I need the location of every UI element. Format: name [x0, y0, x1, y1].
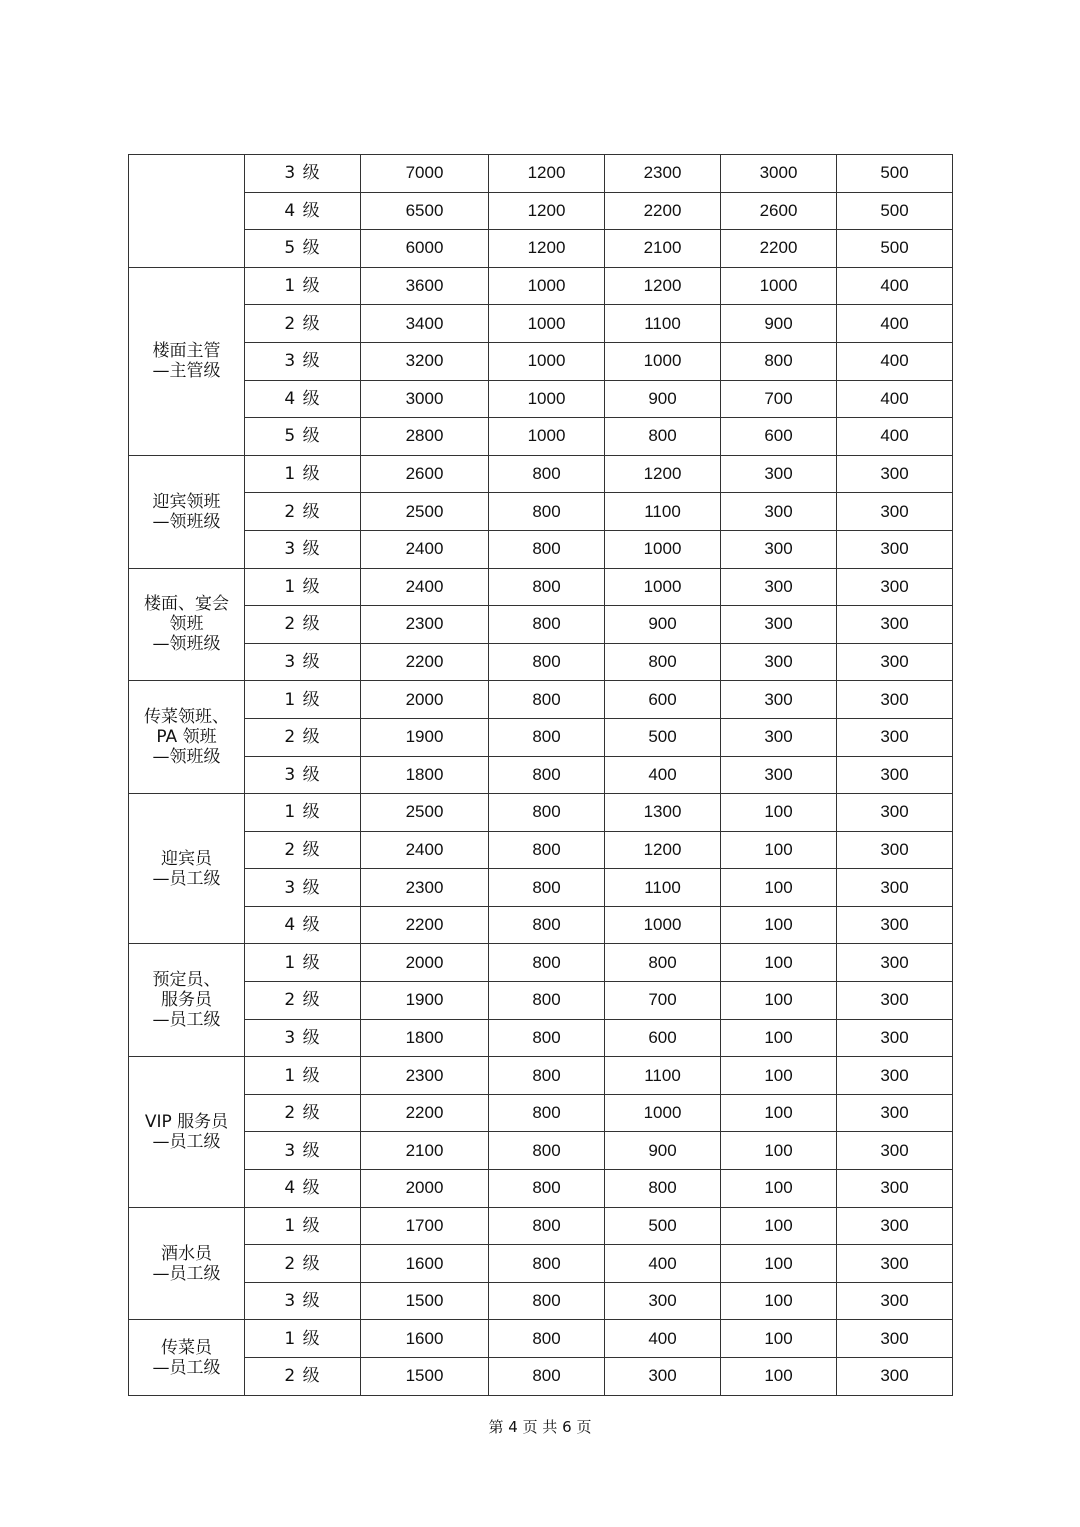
amount-cell: 2200	[361, 1094, 489, 1132]
amount-cell: 800	[605, 944, 721, 982]
table-row	[129, 342, 953, 380]
level-cell: 2 级	[245, 982, 361, 1020]
amount-cell: 300	[837, 1170, 953, 1208]
amount-cell: 800	[489, 906, 605, 944]
level-cell: 5 级	[245, 418, 361, 456]
amount-cell: 800	[489, 606, 605, 644]
position-label-line: 传菜员	[161, 1337, 212, 1358]
table-row	[129, 493, 953, 531]
table-row	[129, 718, 953, 756]
amount-cell: 300	[837, 1282, 953, 1320]
position-label-line: —员工级	[152, 1357, 221, 1378]
table-row	[129, 1170, 953, 1208]
table-row	[129, 1320, 953, 1358]
amount-cell: 2200	[361, 906, 489, 944]
position-label-line: 楼面主管	[152, 341, 221, 362]
amount-cell: 600	[721, 418, 837, 456]
level-cell: 2 级	[245, 1358, 361, 1396]
amount-cell: 2000	[361, 944, 489, 982]
amount-cell: 400	[837, 305, 953, 343]
amount-cell: 300	[837, 1245, 953, 1283]
table-row	[129, 1094, 953, 1132]
amount-cell: 900	[605, 606, 721, 644]
amount-cell: 3400	[361, 305, 489, 343]
amount-cell: 300	[837, 982, 953, 1020]
level-cell: 3 级	[245, 756, 361, 794]
position-cell	[129, 568, 245, 681]
amount-cell: 500	[837, 192, 953, 230]
table-row	[129, 756, 953, 794]
amount-cell: 400	[837, 267, 953, 305]
level-cell: 1 级	[245, 1320, 361, 1358]
amount-cell: 300	[837, 455, 953, 493]
position-label-line: —领班级	[152, 634, 221, 655]
amount-cell: 300	[837, 1019, 953, 1057]
amount-cell: 800	[489, 455, 605, 493]
table-row	[129, 530, 953, 568]
amount-cell: 1900	[361, 982, 489, 1020]
amount-cell: 300	[837, 1358, 953, 1396]
amount-cell: 300	[837, 831, 953, 869]
amount-cell: 800	[489, 1170, 605, 1208]
level-cell: 4 级	[245, 380, 361, 418]
amount-cell: 900	[605, 1132, 721, 1170]
amount-cell: 800	[489, 869, 605, 907]
amount-cell: 6500	[361, 192, 489, 230]
level-cell: 1 级	[245, 1207, 361, 1245]
table-row	[129, 831, 953, 869]
amount-cell: 2100	[605, 230, 721, 268]
amount-cell: 400	[837, 418, 953, 456]
table-row	[129, 906, 953, 944]
amount-cell: 300	[837, 1132, 953, 1170]
amount-cell: 800	[489, 831, 605, 869]
level-cell: 1 级	[245, 455, 361, 493]
amount-cell: 100	[721, 1057, 837, 1095]
amount-cell: 1000	[605, 342, 721, 380]
amount-cell: 1100	[605, 493, 721, 531]
position-label-line: 传菜领班、	[144, 707, 229, 728]
table-row	[129, 455, 953, 493]
amount-cell: 2000	[361, 1170, 489, 1208]
amount-cell: 2800	[361, 418, 489, 456]
table-row	[129, 1282, 953, 1320]
amount-cell: 100	[721, 1282, 837, 1320]
table-row	[129, 643, 953, 681]
amount-cell: 3200	[361, 342, 489, 380]
amount-cell: 2300	[361, 606, 489, 644]
amount-cell: 100	[721, 831, 837, 869]
amount-cell: 100	[721, 906, 837, 944]
amount-cell: 100	[721, 1245, 837, 1283]
amount-cell: 1200	[605, 831, 721, 869]
amount-cell: 1000	[489, 418, 605, 456]
amount-cell: 100	[721, 1132, 837, 1170]
amount-cell: 300	[837, 1094, 953, 1132]
amount-cell: 3600	[361, 267, 489, 305]
amount-cell: 1000	[605, 1094, 721, 1132]
position-label-line: 预定员、	[152, 970, 221, 991]
salary-table	[128, 154, 953, 1396]
amount-cell: 3000	[361, 380, 489, 418]
amount-cell: 300	[837, 493, 953, 531]
level-cell: 3 级	[245, 1019, 361, 1057]
amount-cell: 2300	[361, 1057, 489, 1095]
level-cell: 1 级	[245, 944, 361, 982]
table-row	[129, 568, 953, 606]
amount-cell: 300	[721, 568, 837, 606]
amount-cell: 1200	[489, 155, 605, 193]
amount-cell: 100	[721, 1170, 837, 1208]
amount-cell: 1500	[361, 1358, 489, 1396]
position-label-line: 领班	[169, 614, 204, 635]
position-cell	[129, 1320, 245, 1395]
salary-table-body	[129, 155, 953, 1396]
level-cell: 3 级	[245, 530, 361, 568]
table-row	[129, 230, 953, 268]
amount-cell: 1200	[605, 267, 721, 305]
position-label-line: PA 领班	[156, 727, 217, 748]
position-label-line: —员工级	[152, 1010, 221, 1031]
amount-cell: 800	[489, 1358, 605, 1396]
amount-cell: 300	[837, 718, 953, 756]
amount-cell: 3000	[721, 155, 837, 193]
amount-cell: 800	[489, 493, 605, 531]
table-row	[129, 1245, 953, 1283]
amount-cell: 1000	[489, 380, 605, 418]
amount-cell: 500	[605, 1207, 721, 1245]
amount-cell: 6000	[361, 230, 489, 268]
amount-cell: 1600	[361, 1245, 489, 1283]
level-cell: 3 级	[245, 869, 361, 907]
level-cell: 1 级	[245, 267, 361, 305]
amount-cell: 800	[489, 756, 605, 794]
amount-cell: 1000	[489, 305, 605, 343]
amount-cell: 300	[721, 493, 837, 531]
position-label-line: VIP 服务员	[144, 1111, 229, 1132]
amount-cell: 800	[605, 418, 721, 456]
amount-cell: 300	[837, 1057, 953, 1095]
amount-cell: 800	[489, 794, 605, 832]
amount-cell: 800	[605, 643, 721, 681]
amount-cell: 100	[721, 869, 837, 907]
amount-cell: 2200	[605, 192, 721, 230]
position-label-line: 迎宾员	[161, 848, 212, 869]
amount-cell: 300	[837, 944, 953, 982]
amount-cell: 300	[721, 606, 837, 644]
amount-cell: 2000	[361, 681, 489, 719]
amount-cell: 300	[721, 756, 837, 794]
amount-cell: 800	[489, 568, 605, 606]
position-label-line: —领班级	[152, 511, 221, 532]
amount-cell: 2500	[361, 493, 489, 531]
amount-cell: 1200	[489, 230, 605, 268]
table-row	[129, 681, 953, 719]
amount-cell: 2400	[361, 568, 489, 606]
amount-cell: 2400	[361, 530, 489, 568]
amount-cell: 800	[489, 718, 605, 756]
amount-cell: 500	[837, 155, 953, 193]
level-cell: 1 级	[245, 794, 361, 832]
table-row	[129, 418, 953, 456]
amount-cell: 800	[721, 342, 837, 380]
position-label-line: —主管级	[152, 361, 221, 382]
amount-cell: 2500	[361, 794, 489, 832]
amount-cell: 300	[721, 643, 837, 681]
amount-cell: 300	[837, 681, 953, 719]
position-label-line: —员工级	[152, 1263, 221, 1284]
amount-cell: 800	[489, 1019, 605, 1057]
position-cell	[129, 1207, 245, 1320]
amount-cell: 300	[837, 869, 953, 907]
amount-cell: 100	[721, 944, 837, 982]
position-label-line: 酒水员	[161, 1243, 212, 1264]
position-label-line: 楼面、宴会	[144, 594, 229, 615]
position-cell	[129, 794, 245, 944]
amount-cell: 2600	[721, 192, 837, 230]
table-row	[129, 606, 953, 644]
amount-cell: 1100	[605, 869, 721, 907]
amount-cell: 1700	[361, 1207, 489, 1245]
amount-cell: 900	[721, 305, 837, 343]
amount-cell: 1800	[361, 756, 489, 794]
amount-cell: 100	[721, 1207, 837, 1245]
amount-cell: 400	[605, 1245, 721, 1283]
level-cell: 2 级	[245, 305, 361, 343]
amount-cell: 2300	[605, 155, 721, 193]
amount-cell: 300	[837, 1320, 953, 1358]
level-cell: 4 级	[245, 906, 361, 944]
amount-cell: 900	[605, 380, 721, 418]
position-cell	[129, 681, 245, 794]
amount-cell: 300	[721, 455, 837, 493]
amount-cell: 800	[489, 1057, 605, 1095]
amount-cell: 800	[489, 1320, 605, 1358]
level-cell: 2 级	[245, 718, 361, 756]
position-cell	[129, 1057, 245, 1207]
amount-cell: 2400	[361, 831, 489, 869]
salary-table-page	[128, 154, 952, 1396]
amount-cell: 800	[489, 1245, 605, 1283]
position-label-line: —员工级	[152, 1131, 221, 1152]
amount-cell: 100	[721, 982, 837, 1020]
amount-cell: 1000	[721, 267, 837, 305]
position-cell	[129, 155, 245, 268]
position-label-line: 服务员	[161, 990, 212, 1011]
amount-cell: 300	[837, 643, 953, 681]
amount-cell: 100	[721, 1019, 837, 1057]
amount-cell: 1600	[361, 1320, 489, 1358]
position-cell	[129, 944, 245, 1057]
amount-cell: 1000	[605, 530, 721, 568]
amount-cell: 300	[721, 681, 837, 719]
position-label-line: 迎宾领班	[152, 491, 221, 512]
amount-cell: 2300	[361, 869, 489, 907]
table-row	[129, 1207, 953, 1245]
table-row	[129, 982, 953, 1020]
amount-cell: 1800	[361, 1019, 489, 1057]
table-row	[129, 1057, 953, 1095]
amount-cell: 1300	[605, 794, 721, 832]
position-cell	[129, 267, 245, 455]
level-cell: 1 级	[245, 1057, 361, 1095]
amount-cell: 300	[837, 794, 953, 832]
level-cell: 3 级	[245, 155, 361, 193]
position-cell	[129, 455, 245, 568]
level-cell: 2 级	[245, 606, 361, 644]
amount-cell: 700	[605, 982, 721, 1020]
amount-cell: 2200	[361, 643, 489, 681]
amount-cell: 800	[489, 944, 605, 982]
table-row	[129, 1132, 953, 1170]
amount-cell: 100	[721, 1358, 837, 1396]
amount-cell: 2100	[361, 1132, 489, 1170]
amount-cell: 800	[489, 530, 605, 568]
amount-cell: 500	[605, 718, 721, 756]
amount-cell: 800	[489, 681, 605, 719]
amount-cell: 800	[605, 1170, 721, 1208]
amount-cell: 300	[605, 1282, 721, 1320]
amount-cell: 800	[489, 1282, 605, 1320]
amount-cell: 1200	[605, 455, 721, 493]
amount-cell: 400	[837, 380, 953, 418]
table-row	[129, 267, 953, 305]
table-row	[129, 1019, 953, 1057]
amount-cell: 800	[489, 982, 605, 1020]
amount-cell: 100	[721, 1320, 837, 1358]
amount-cell: 300	[837, 756, 953, 794]
amount-cell: 1000	[489, 267, 605, 305]
amount-cell: 800	[489, 643, 605, 681]
amount-cell: 600	[605, 681, 721, 719]
amount-cell: 1500	[361, 1282, 489, 1320]
amount-cell: 300	[837, 530, 953, 568]
amount-cell: 1000	[489, 342, 605, 380]
amount-cell: 1000	[605, 906, 721, 944]
level-cell: 4 级	[245, 192, 361, 230]
level-cell: 2 级	[245, 493, 361, 531]
amount-cell: 700	[721, 380, 837, 418]
level-cell: 3 级	[245, 643, 361, 681]
table-row	[129, 192, 953, 230]
amount-cell: 100	[721, 1094, 837, 1132]
amount-cell: 100	[721, 794, 837, 832]
amount-cell: 300	[837, 1207, 953, 1245]
amount-cell: 400	[605, 1320, 721, 1358]
amount-cell: 300	[837, 568, 953, 606]
level-cell: 2 级	[245, 1245, 361, 1283]
amount-cell: 300	[837, 906, 953, 944]
amount-cell: 1900	[361, 718, 489, 756]
level-cell: 2 级	[245, 831, 361, 869]
amount-cell: 1000	[605, 568, 721, 606]
amount-cell: 1200	[489, 192, 605, 230]
amount-cell: 300	[837, 606, 953, 644]
table-row	[129, 155, 953, 193]
amount-cell: 600	[605, 1019, 721, 1057]
amount-cell: 300	[605, 1358, 721, 1396]
amount-cell: 2600	[361, 455, 489, 493]
table-row	[129, 305, 953, 343]
position-label-line: —领班级	[152, 747, 221, 768]
amount-cell: 1100	[605, 305, 721, 343]
table-row	[129, 869, 953, 907]
level-cell: 4 级	[245, 1170, 361, 1208]
table-row	[129, 380, 953, 418]
amount-cell: 7000	[361, 155, 489, 193]
amount-cell: 400	[837, 342, 953, 380]
amount-cell: 500	[837, 230, 953, 268]
amount-cell: 300	[721, 530, 837, 568]
position-label-line: —员工级	[152, 868, 221, 889]
amount-cell: 800	[489, 1132, 605, 1170]
level-cell: 3 级	[245, 1132, 361, 1170]
level-cell: 2 级	[245, 1094, 361, 1132]
page-footer: 第 4 页 共 6 页	[488, 1418, 592, 1436]
amount-cell: 400	[605, 756, 721, 794]
level-cell: 1 级	[245, 681, 361, 719]
table-row	[129, 794, 953, 832]
amount-cell: 2200	[721, 230, 837, 268]
table-row	[129, 1358, 953, 1396]
amount-cell: 800	[489, 1207, 605, 1245]
level-cell: 3 级	[245, 342, 361, 380]
level-cell: 1 级	[245, 568, 361, 606]
amount-cell: 300	[721, 718, 837, 756]
amount-cell: 1100	[605, 1057, 721, 1095]
amount-cell: 800	[489, 1094, 605, 1132]
table-row	[129, 944, 953, 982]
level-cell: 5 级	[245, 230, 361, 268]
level-cell: 3 级	[245, 1282, 361, 1320]
